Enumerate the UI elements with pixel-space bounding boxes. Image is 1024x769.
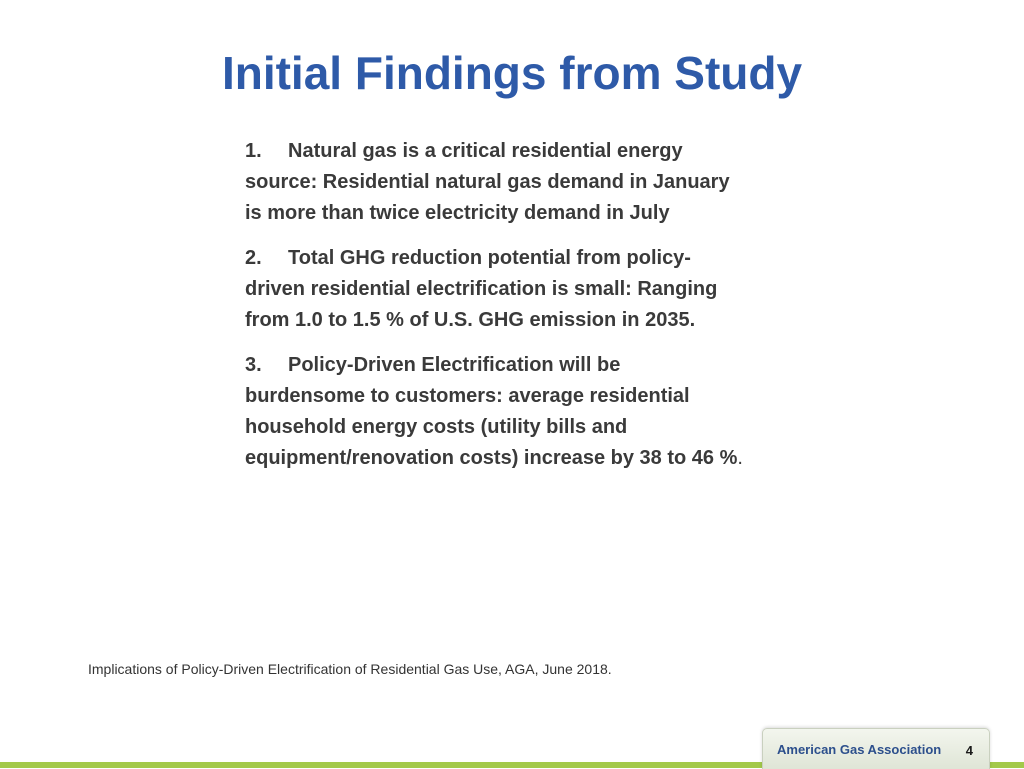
finding-item bbox=[245, 243, 745, 336]
finding-number: 1. bbox=[245, 140, 262, 162]
page-number: 4 bbox=[965, 743, 973, 758]
aga-logo: American Gas Association bbox=[777, 742, 942, 757]
finding-text: Total GHG reduction potential from policy-driven residential electrification is small: Ranging from 1.0 to 1.5 % of U.S. GHG emission in 2035. bbox=[245, 247, 718, 331]
finding-number: 2. bbox=[245, 247, 262, 269]
finding-item bbox=[245, 136, 745, 229]
finding-tail: . bbox=[737, 447, 743, 469]
source-citation: Implications of Policy-Driven Electrification of Residential Gas Use, AGA, June 2018. bbox=[88, 661, 612, 677]
finding-item bbox=[245, 350, 745, 474]
finding-text: Policy-Driven Electrification will be burdensome to customers: average residential household energy costs (utility bills and equipment/renovation costs) increase by 38 to 46 % bbox=[245, 354, 738, 469]
slide-title: Initial Findings from Study bbox=[221, 47, 803, 99]
finding-text: Natural gas is a critical residential energy source: Residential natural gas demand in January is more than twice electricity demand in July bbox=[245, 140, 730, 224]
findings-list bbox=[245, 136, 745, 488]
footer-logo-box bbox=[762, 728, 990, 769]
finding-number: 3. bbox=[245, 354, 262, 376]
